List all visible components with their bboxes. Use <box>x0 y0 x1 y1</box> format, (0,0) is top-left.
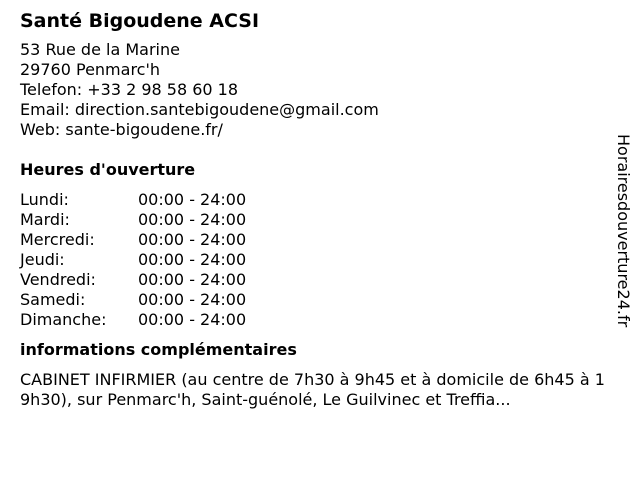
business-card <box>20 0 610 410</box>
day-label: Dimanche: <box>20 310 107 329</box>
address-street: 53 Rue de la Marine <box>20 40 180 59</box>
hours-row-wednesday <box>20 230 610 250</box>
opening-hours-table <box>20 190 610 330</box>
time-range: 00:00 - 24:00 <box>138 290 247 309</box>
hours-row-friday <box>20 270 610 290</box>
hours-row-thursday <box>20 250 610 270</box>
day-label: Samedi: <box>20 290 86 309</box>
contact-block <box>20 40 610 140</box>
web-line[interactable]: Web: sante-bigoudene.fr/ <box>20 120 223 139</box>
address-city: 29760 Penmarc'h <box>20 60 160 79</box>
time-range: 00:00 - 24:00 <box>138 210 247 229</box>
day-label: Jeudi: <box>20 250 65 269</box>
day-label: Vendredi: <box>20 270 96 289</box>
hours-row-saturday <box>20 290 610 310</box>
additional-info-heading: informations complémentaires <box>20 340 297 359</box>
hours-row-tuesday <box>20 210 610 230</box>
day-label: Mercredi: <box>20 230 95 249</box>
time-range: 00:00 - 24:00 <box>138 190 247 209</box>
time-range: 00:00 - 24:00 <box>138 250 247 269</box>
opening-hours-heading: Heures d'ouverture <box>20 160 196 179</box>
site-watermark: Horairesdouverture24.fr <box>614 134 633 328</box>
time-range: 00:00 - 24:00 <box>138 310 247 329</box>
additional-info-text: CABINET INFIRMIER (au centre de 7h30 à 9h45 et à domicile de 6h45 à 19h30), sur Penmarc'h, Saint-guénolé, Le Guilvinec et Treffia... <box>20 370 605 409</box>
business-name: Santé Bigoudene ACSI <box>20 10 260 32</box>
time-range: 00:00 - 24:00 <box>138 270 247 289</box>
email-line[interactable]: Email: direction.santebigoudene@gmail.com <box>20 100 379 119</box>
phone-line[interactable]: Telefon: +33 2 98 58 60 18 <box>20 80 239 99</box>
day-label: Mardi: <box>20 210 70 229</box>
time-range: 00:00 - 24:00 <box>138 230 247 249</box>
hours-row-monday <box>20 190 610 210</box>
hours-row-sunday <box>20 310 610 330</box>
day-label: Lundi: <box>20 190 69 209</box>
